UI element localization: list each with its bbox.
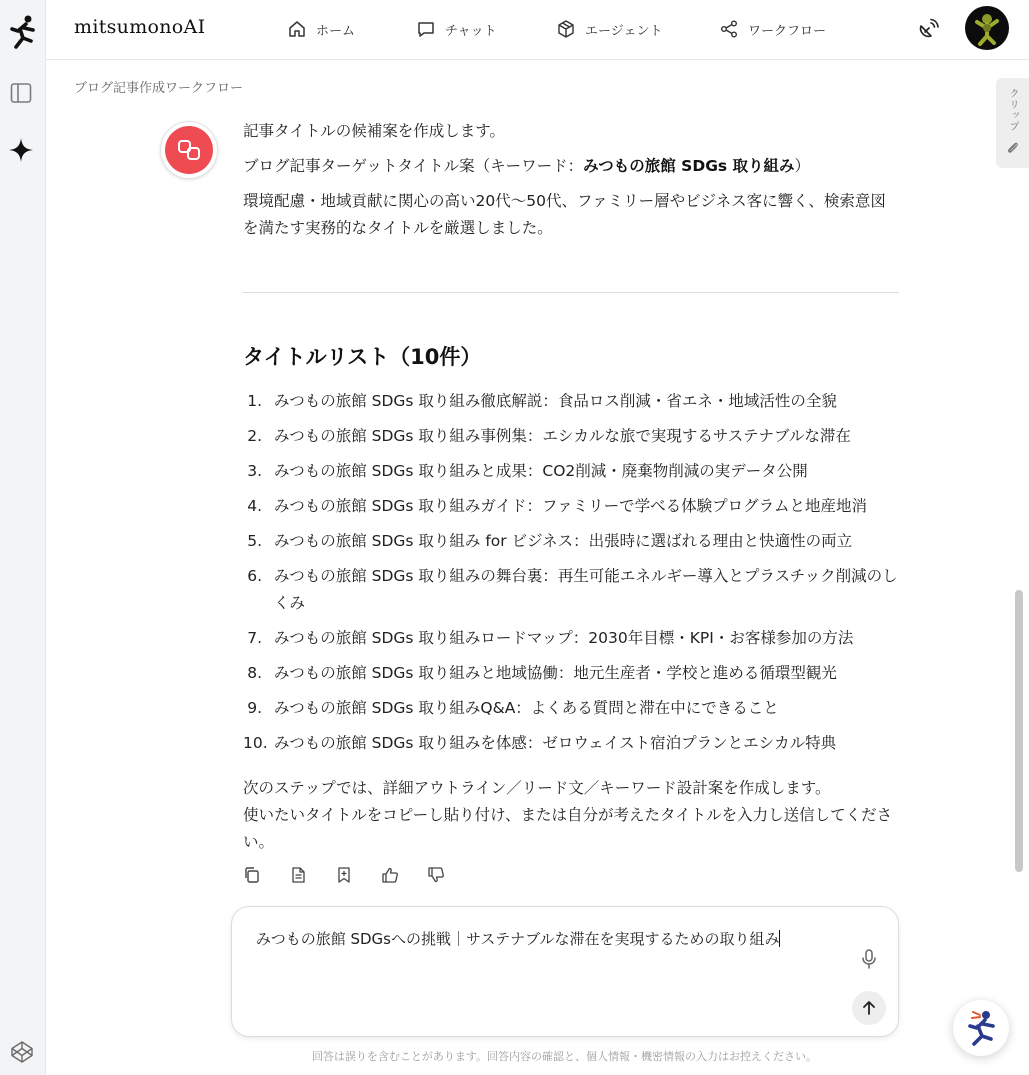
workflow-nodes-icon bbox=[177, 138, 201, 162]
send-button[interactable] bbox=[852, 991, 886, 1025]
title-list-item bbox=[243, 493, 903, 520]
scrollbar-thumb[interactable] bbox=[1015, 590, 1023, 872]
text-caret bbox=[779, 930, 780, 947]
list-item-number: 10. bbox=[243, 734, 268, 752]
thumbs-down-icon[interactable] bbox=[427, 866, 445, 884]
microphone-icon[interactable] bbox=[858, 948, 880, 970]
composer-input-value: みつもの旅館 SDGsへの挑戦｜サステナブルな滞在を実現するための取り組み bbox=[256, 930, 780, 948]
disclaimer-footnote: 回答は誤りを含むことがあります。回答内容の確認と、個人情報・機密情報の入力はお控えください。 bbox=[311, 1050, 818, 1063]
list-item-text: みつもの旅館 SDGs 取り組みガイド：ファミリーで学べる体験プログラムと地産地消 bbox=[274, 497, 867, 515]
list-item-number: 8. bbox=[247, 664, 262, 682]
title-list-item bbox=[243, 423, 903, 450]
sparkle-icon[interactable] bbox=[8, 137, 34, 163]
next-step-text: 次のステップでは、詳細アウトライン／リード文／キーワード設計案を作成します。 bbox=[243, 779, 831, 797]
title-list-item bbox=[243, 695, 903, 722]
title-list-item bbox=[243, 528, 903, 555]
left-rail bbox=[0, 0, 46, 1075]
title-list-item bbox=[243, 563, 903, 617]
brand-name[interactable]: mitsumonoAI bbox=[74, 16, 206, 38]
message-description: 環境配慮・地域貢献に関心の高い20代〜50代、ファミリー層やビジネス客に響く、検索意図を満たす実務的なタイトルを厳選しました。 bbox=[243, 192, 886, 237]
list-item-text: みつもの旅館 SDGs 取り組みと地域協働：地元生産者・学校と進める循環型観光 bbox=[274, 664, 837, 682]
list-item-text: みつもの旅館 SDGs 取り組み徹底解説：食品ロス削減・省エネ・地域活性の全貌 bbox=[274, 392, 837, 410]
nav-agent[interactable] bbox=[556, 18, 662, 40]
message-composer[interactable] bbox=[231, 906, 899, 1037]
title-list-item bbox=[243, 730, 903, 757]
assistant-avatar-bg bbox=[165, 126, 213, 174]
nav-workflow-label: ワークフロー bbox=[748, 23, 827, 39]
clip-panel-tab[interactable] bbox=[996, 78, 1029, 168]
arrow-up-icon bbox=[860, 999, 878, 1017]
message-actions bbox=[243, 866, 445, 884]
nav-chat-label: チャット bbox=[445, 23, 497, 39]
list-item-text: みつもの旅館 SDGs 取り組みを体感：ゼロウェイスト宿泊プランとエシカル特典 bbox=[274, 734, 837, 752]
subtitle-suffix: ） bbox=[794, 157, 811, 175]
sidebar-toggle-icon[interactable] bbox=[10, 82, 32, 104]
list-item-number: 4. bbox=[247, 497, 262, 515]
avatar-figure-icon bbox=[965, 6, 1009, 50]
message-subtitle bbox=[243, 153, 903, 180]
satellite-dish-icon[interactable] bbox=[916, 17, 940, 41]
runner-logo-icon[interactable] bbox=[6, 14, 38, 50]
title-list-item bbox=[243, 660, 903, 687]
home-icon bbox=[287, 19, 307, 39]
list-item-text: みつもの旅館 SDGs 取り組みの舞台裏：再生可能エネルギー導入とプラスチック削減のしくみ bbox=[274, 567, 898, 612]
title-list-item bbox=[243, 625, 903, 652]
divider bbox=[242, 292, 899, 293]
breadcrumb[interactable]: ブログ記事作成ワークフロー bbox=[74, 81, 244, 96]
nav-workflow[interactable] bbox=[719, 18, 826, 40]
workflow-share-icon bbox=[719, 19, 739, 39]
nav-chat[interactable] bbox=[416, 18, 497, 40]
title-list-item bbox=[243, 388, 903, 415]
top-header bbox=[46, 0, 1029, 60]
ninja-runner-icon bbox=[963, 1009, 999, 1047]
list-item-text: みつもの旅館 SDGs 取り組みQ&A：よくある質問と滞在中にできること bbox=[274, 699, 779, 717]
list-item-text: みつもの旅館 SDGs 取り組みロードマップ：2030年目標・KPI・お客様参加の方法 bbox=[274, 629, 854, 647]
bookmark-add-icon[interactable] bbox=[335, 866, 353, 884]
list-item-number: 3. bbox=[247, 462, 262, 480]
user-avatar[interactable] bbox=[965, 6, 1009, 50]
list-item-number: 5. bbox=[247, 532, 262, 550]
chat-icon bbox=[416, 19, 436, 39]
subtitle-prefix: ブログ記事ターゲットタイトル案（キーワード： bbox=[243, 157, 584, 175]
list-item-number: 2. bbox=[247, 427, 262, 445]
nav-home[interactable] bbox=[287, 18, 355, 40]
composer-input[interactable] bbox=[256, 928, 780, 949]
title-list-heading: タイトルリスト（10件） bbox=[243, 345, 482, 369]
nav-home-label: ホーム bbox=[316, 23, 356, 39]
list-item-text: みつもの旅館 SDGs 取り組み for ビジネス：出張時に選ばれる理由と快適性の両立 bbox=[274, 532, 853, 550]
list-item-number: 7. bbox=[247, 629, 262, 647]
agent-cube-icon bbox=[556, 19, 576, 39]
assistant-fab-button[interactable] bbox=[953, 1000, 1009, 1056]
list-item-number: 9. bbox=[247, 699, 262, 717]
message-intro: 記事タイトルの候補案を作成します。 bbox=[243, 122, 505, 140]
list-item-text: みつもの旅館 SDGs 取り組み事例集：エシカルな旅で実現するサステナブルな滞在 bbox=[274, 427, 851, 445]
title-list bbox=[243, 388, 903, 765]
list-item-text: みつもの旅館 SDGs 取り組みと成果：CO2削減・廃棄物削減の実データ公開 bbox=[274, 462, 808, 480]
nav-agent-label: エージェント bbox=[585, 23, 663, 39]
subtitle-keyword: みつもの旅館 SDGs 取り組み bbox=[583, 157, 795, 175]
thumbs-up-icon[interactable] bbox=[381, 866, 399, 884]
paperclip-icon bbox=[1005, 140, 1020, 155]
list-item-number: 1. bbox=[247, 392, 262, 410]
assistant-avatar bbox=[160, 121, 218, 179]
instruction-text: 使いたいタイトルをコピーし貼り付け、または自分が考えたタイトルを入力し送信してください。 bbox=[243, 806, 893, 851]
clip-tab-label: クリップ bbox=[1007, 88, 1018, 132]
document-icon[interactable] bbox=[289, 866, 307, 884]
copy-icon[interactable] bbox=[243, 866, 261, 884]
list-item-number: 6. bbox=[247, 567, 262, 585]
title-list-item bbox=[243, 458, 903, 485]
